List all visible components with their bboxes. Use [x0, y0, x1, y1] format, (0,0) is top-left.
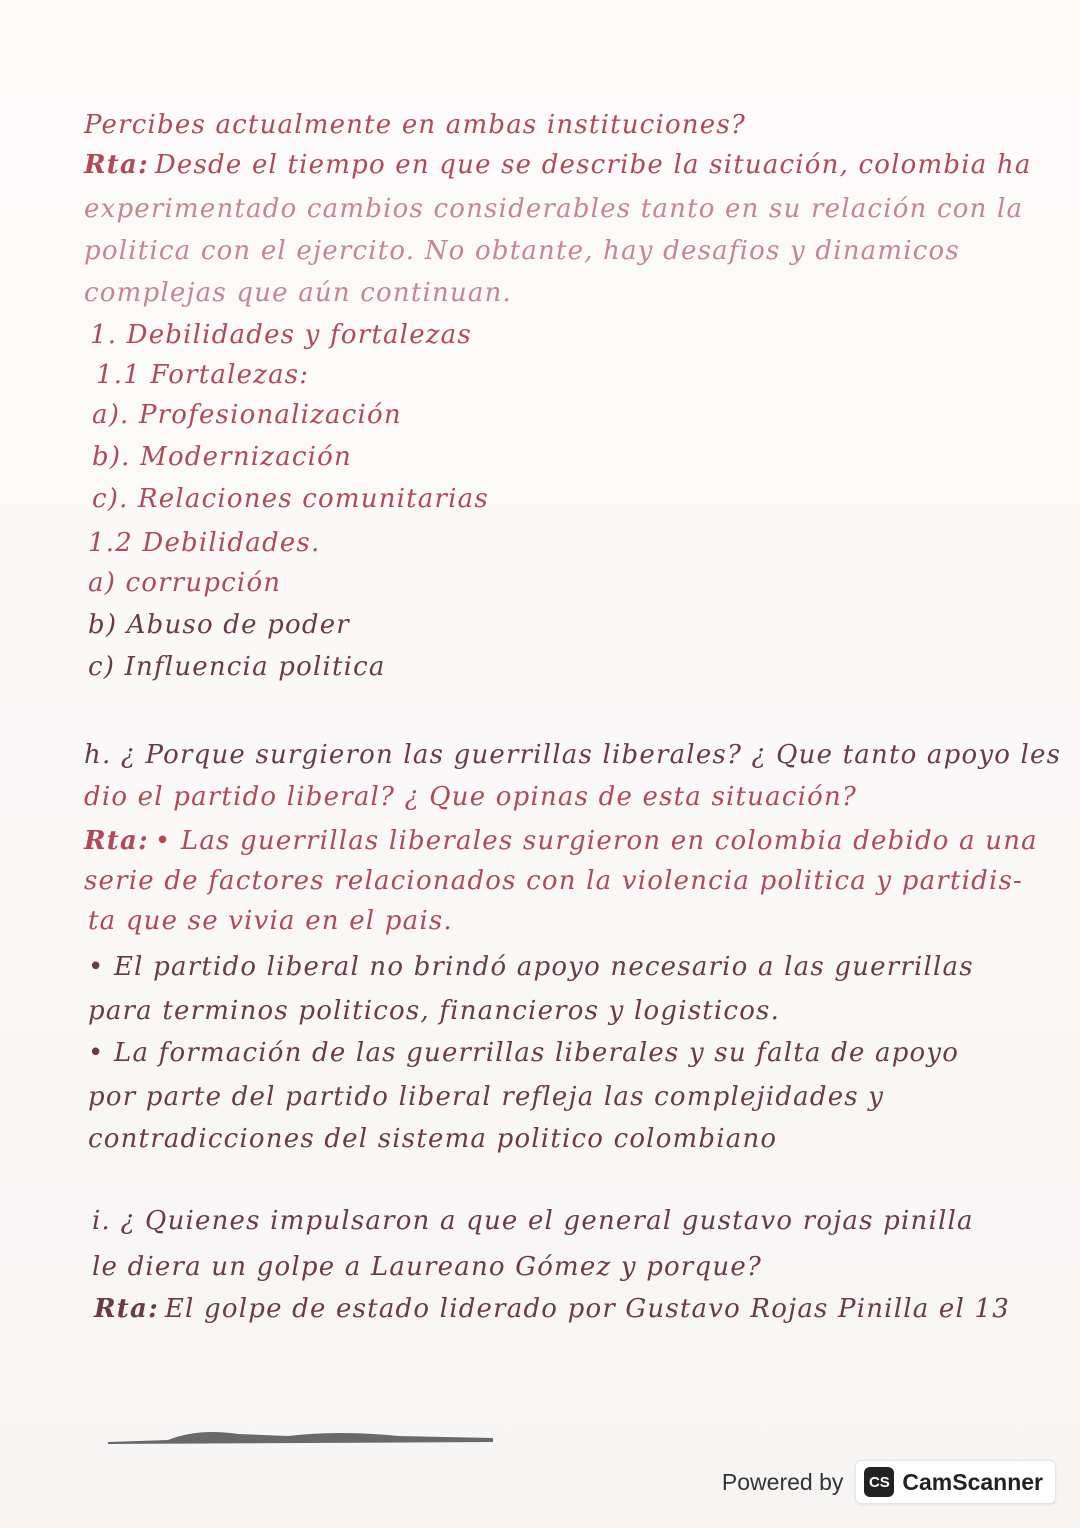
- line-text: 1.2 Debilidades.: [88, 528, 321, 558]
- line-text: i. ¿ Quienes impulsaron a que el general gustavo rojas pinilla: [92, 1206, 974, 1236]
- camscanner-logo-icon: CS: [864, 1467, 894, 1497]
- line-text: serie de factores relacionados con la violencia politica y partidis-: [84, 866, 1023, 896]
- text-line: [88, 566, 1008, 600]
- line-text: contradicciones del sistema politico colombiano: [88, 1124, 778, 1154]
- text-line: [84, 276, 1004, 310]
- text-line: [84, 234, 1004, 268]
- text-line: [88, 1036, 1008, 1070]
- line-text: a). Profesionalización: [92, 400, 402, 430]
- line-text: 1.1 Fortalezas:: [96, 360, 310, 390]
- line-text: El golpe de estado liderado por Gustavo Rojas Pinilla el 13: [164, 1294, 1010, 1324]
- line-text: c) Influencia politica: [88, 652, 386, 682]
- answer-label: Rta:: [84, 826, 149, 856]
- text-line: [92, 398, 1012, 432]
- line-text: h. ¿ Porque surgieron las guerrillas liberales? ¿ Que tanto apoyo les: [84, 740, 1062, 770]
- camscanner-badge: [855, 1460, 1056, 1504]
- line-text: b) Abuso de poder: [88, 610, 350, 640]
- line-text: le diera un golpe a Laureano Gómez y porque?: [92, 1252, 763, 1282]
- text-line: [84, 148, 1032, 182]
- line-text: 1. Debilidades y fortalezas: [90, 320, 472, 350]
- text-line: [96, 358, 1016, 392]
- text-line: [92, 440, 1012, 474]
- powered-by-label: Powered by: [721, 1468, 844, 1495]
- line-text: Percibes actualmente en ambas instituciones?: [84, 110, 747, 140]
- line-text: para terminos politicos, financieros y logisticos.: [88, 996, 781, 1026]
- text-line: [94, 1292, 1014, 1326]
- line-text: Desde el tiempo en que se describe la situación, colombia ha: [154, 150, 1032, 180]
- line-text: • Las guerrillas liberales surgieron en colombia debido a una: [154, 826, 1038, 856]
- text-line: [88, 1080, 1008, 1114]
- line-text: politica con el ejercito. No obtante, hay desafios y dinamicos: [84, 236, 960, 266]
- line-text: a) corrupción: [88, 568, 282, 598]
- line-text: • El partido liberal no brindó apoyo necesario a las guerrillas: [88, 952, 974, 982]
- line-text: ta que se vivia en el pais.: [88, 906, 453, 936]
- line-text: experimentado cambios considerables tanto en su relación con la: [84, 194, 1024, 224]
- text-line: [90, 318, 1010, 352]
- text-line: [84, 824, 1038, 858]
- text-line: [88, 950, 1008, 984]
- text-line: [84, 864, 1023, 898]
- text-line: [84, 738, 1062, 772]
- text-line: [88, 650, 1008, 684]
- text-line: [92, 1250, 1012, 1284]
- answer-label: Rta:: [94, 1294, 159, 1324]
- camscanner-brand: CamScanner: [902, 1468, 1043, 1495]
- line-text: por parte del partido liberal refleja las complejidades y: [88, 1082, 885, 1112]
- text-line: [88, 994, 1008, 1028]
- line-text: dio el partido liberal? ¿ Que opinas de esta situación?: [84, 782, 858, 812]
- text-line: [88, 1122, 1008, 1156]
- text-line: [84, 780, 1004, 814]
- line-text: • La formación de las guerrillas liberales y su falta de apoyo: [88, 1038, 960, 1068]
- line-text: b). Modernización: [92, 442, 352, 472]
- answer-label: Rta:: [84, 150, 149, 180]
- camscanner-footer: [722, 1458, 1056, 1506]
- line-text: c). Relaciones comunitarias: [92, 484, 489, 514]
- text-line: [92, 1204, 1012, 1238]
- text-line: [88, 904, 1008, 938]
- text-line: [92, 482, 1012, 516]
- text-line: [84, 192, 1024, 226]
- text-line: [88, 526, 1008, 560]
- ink-smudge: [108, 1424, 493, 1446]
- text-line: [88, 608, 1008, 642]
- text-line: [84, 108, 1004, 142]
- line-text: complejas que aún continuan.: [84, 278, 513, 308]
